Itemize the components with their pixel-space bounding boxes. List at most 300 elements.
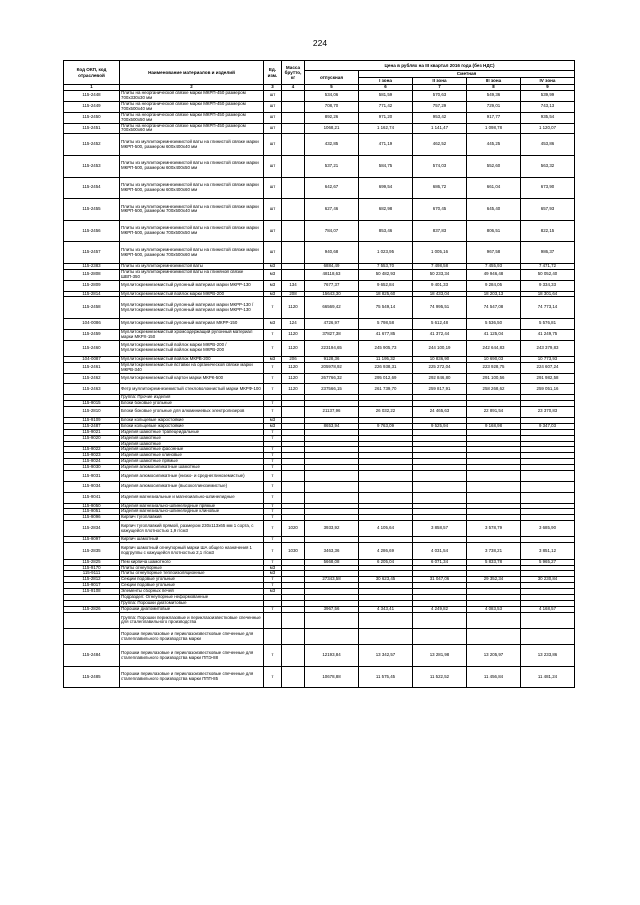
row-zone3-price: 29 352,34 [467,577,521,583]
row-code: 115-9023 [64,453,120,459]
row-zone2-price: 953,42 [413,112,467,123]
row-unit: шт [264,155,282,177]
row-unit: т [264,559,282,565]
row-zone2-price [413,612,467,628]
row-zone2-price: 50 233,34 [413,269,467,280]
table-row [64,242,575,264]
row-release-price: 3463,36 [305,543,359,559]
price-table [63,60,575,688]
row-zone1-price: 971,20 [359,112,413,123]
row-name: Плиты огнеупорные [120,565,264,571]
row-code: 115-2451 [64,123,120,134]
header-price-title: Цена в рублях на III квартал 2016 года (без НДС) [305,61,575,71]
row-code: 115-9170 [64,565,120,571]
table-body [64,91,575,688]
row-code: 115-2814 [64,291,120,297]
row-release-price: 5668,08 [305,559,359,565]
table-row [64,155,575,177]
row-code: 115-2462 [64,373,120,384]
row-zone4-price: 3 685,90 [521,521,575,537]
table-row [64,543,575,559]
row-zone3-price: 3 738,21 [467,543,521,559]
row-mass: 1120 [282,362,305,373]
row-zone4-price [521,612,575,628]
row-zone3-price: 3 578,79 [467,521,521,537]
row-mass [282,101,305,112]
row-code: 115-2810 [64,407,120,418]
row-mass: 1120 [282,329,305,340]
row-zone3-price: 242 644,83 [467,340,521,356]
row-zone2-price [413,629,467,645]
row-name: Плиты из муллитокремнеземистой ваты [120,263,264,269]
row-zone4-price: 10 773,93 [521,356,575,362]
row-release-price: 940,68 [305,242,359,264]
row-zone3-price: 291 100,56 [467,373,521,384]
row-zone2-price: 462,52 [413,134,467,156]
row-code: 115-2808 [64,269,120,280]
row-zone3-price: 74 547,08 [467,297,521,319]
row-release-price: 3933,92 [305,521,359,537]
row-zone2-price: 686,72 [413,177,467,199]
row-unit: шт [264,177,282,199]
row-code: 115-2459 [64,329,120,340]
row-zone4-price: 743,13 [521,101,575,112]
row-release-price: 37827,38 [305,329,359,340]
row-name: Изделия алюмосиликатные шамотные [120,465,264,471]
row-code: 115-9022 [64,447,120,453]
row-code: 104-0086 [64,319,120,330]
row-mass [282,91,305,102]
row-release-price: 48118,63 [305,269,359,280]
row-name: Плиты на неорганической связке марки МКРП-450 размером 700х500х60 мм [120,123,264,134]
row-zone3-price: 549,36 [467,91,521,102]
row-zone3-price: 806,51 [467,220,521,242]
row-zone2-price: 574,03 [413,155,467,177]
row-zone1-price: 6 205,04 [359,559,413,565]
row-zone4-price: 291 982,58 [521,373,575,384]
row-name: Плиты на неорганической связке марки МКРП-450 размером 700х500х50 мм [120,112,264,123]
row-zone3-price: 967,58 [467,242,521,264]
row-name: Блоки кольцевые жаростойкие [120,417,264,423]
row-release-price [305,492,359,503]
row-zone2-price: 5 612,48 [413,319,467,330]
row-zone1-price: 226 938,31 [359,362,413,373]
row-name: Муллитокремнеземистый рулонный материал марки МКРР-130 [120,280,264,291]
row-zone1-price: 5 798,58 [359,319,413,330]
row-zone3-price: 49 946,48 [467,269,521,280]
table-header [64,61,575,91]
row-name: Плиты из муллитокремнеземистой ваты на глинистой связке марки МКРП-500, размером 600х400х60 мм [120,177,264,199]
col-number: 4 [282,85,305,91]
row-zone1-price: 50 482,93 [359,269,413,280]
row-mass: 134 [282,280,305,291]
row-zone1-price: 295 012,69 [359,373,413,384]
row-zone2-price: 3 858,57 [413,521,467,537]
header-zone3: III зона [467,78,521,85]
row-zone4-price: 539,99 [521,91,575,102]
row-zone4-price [521,492,575,503]
row-unit: м3 [264,269,282,280]
row-unit: т [264,362,282,373]
row-unit: т [264,503,282,509]
row-unit: т [264,459,282,465]
row-zone1-price: 7 553,70 [359,263,413,269]
table-row [64,629,575,645]
row-name: Группа: Порошки диатомитовые [120,601,264,607]
row-mass [282,629,305,645]
row-code: 115-2461 [64,362,120,373]
row-release-price: 237566,15 [305,384,359,395]
row-name: Группа: Прочие изделия [120,395,264,401]
table-row [64,329,575,340]
col-number: 6 [359,85,413,91]
row-zone3-price: 41 125,04 [467,329,521,340]
row-zone3-price [467,629,521,645]
table-row [64,220,575,242]
row-zone3-price: 552,60 [467,155,521,177]
row-name: Изделия шамотные [120,441,264,447]
row-zone2-price: 11 522,52 [413,666,467,688]
row-unit: т [264,373,282,384]
row-mass [282,645,305,667]
row-zone3-price: 445,25 [467,134,521,156]
row-code: 115-2825 [64,559,120,565]
row-zone1-price: 11 195,32 [359,356,413,362]
row-mass [282,269,305,280]
row-zone1-price: 4 286,69 [359,543,413,559]
row-zone1-price: 771,42 [359,101,413,112]
row-zone4-price: 1 120,07 [521,123,575,134]
row-zone1-price: 18 825,60 [359,291,413,297]
row-mass [282,155,305,177]
row-zone1-price: 9 763,09 [359,423,413,429]
row-name: Муллитокремнеземистый хромсодержащий рулонный материал марки МКРХ-150 [120,329,264,340]
row-release-price: 223194,65 [305,340,359,356]
row-name: Порошки периклазовые и периклазоизвестковые спеченные для сталеплавильного производства марки [120,629,264,645]
row-release-price: 6884,49 [305,263,359,269]
row-zone3-price: 258 268,62 [467,384,521,395]
header-zone4: IV зона [521,78,575,85]
row-unit: т [264,407,282,418]
row-zone4-price: 453,86 [521,134,575,156]
row-zone4-price [521,471,575,482]
row-unit: т [264,515,282,521]
row-zone4-price: 259 051,16 [521,384,575,395]
row-zone4-price: 7 471,72 [521,263,575,269]
row-code: 115-2449 [64,101,120,112]
header-name: Наименование материалов и изделий [120,61,264,85]
row-name: Изделия магнезиальные и магнезиально-шпинелидные [120,492,264,503]
row-zone2-price: 74 995,51 [413,297,467,319]
row-mass [282,666,305,688]
row-code: 115-9024 [64,459,120,465]
row-zone1-price: 245 905,73 [359,340,413,356]
row-zone4-price: 9 347,03 [521,423,575,429]
row-unit: шт [264,112,282,123]
row-zone4-price: 30 230,84 [521,577,575,583]
row-unit: т [264,384,282,395]
row-name: Плиты огнеупорные теплоизоляционные [120,571,264,577]
row-zone2-price: 6 071,34 [413,559,467,565]
row-unit: т [264,481,282,492]
row-release-price: 784,07 [305,220,359,242]
table-row [64,481,575,492]
table-row [64,101,575,112]
row-release-price: 9128,36 [305,356,359,362]
row-zone3-price: 223 928,75 [467,362,521,373]
table-row [64,297,575,319]
row-unit: м3 [264,263,282,269]
row-unit: т [264,401,282,407]
row-name: Изделия шамотные трапецеидальные [120,429,264,435]
row-release-price: 3967,56 [305,606,359,612]
row-release-price [305,612,359,628]
row-unit: т [264,509,282,515]
row-zone1-price: 13 342,57 [359,645,413,667]
row-zone2-price: 4 249,82 [413,606,467,612]
row-release-price: 708,70 [305,101,359,112]
row-unit: т [264,447,282,453]
row-mass: 208 [282,291,305,297]
row-zone4-price: 243 379,83 [521,340,575,356]
row-code: 115-2835 [64,543,120,559]
row-unit: шт [264,242,282,264]
row-name: Кирпич шамотный огнеупорный марки ША общего назначения 1 подгруппы с кажущейся плотностью 2,1 г/см3 [120,543,264,559]
table-row [64,612,575,628]
row-name: Муллитокремнеземистый рулонный материал МКРР-150 [120,319,264,330]
row-zone1-price: 853,46 [359,220,413,242]
row-zone3-price: 5 833,78 [467,559,521,565]
row-unit: т [264,666,282,688]
table-row [64,666,575,688]
row-release-price: 10678,88 [305,666,359,688]
header-code: Код ОКП, код отраслевой [64,61,120,85]
table-row [64,123,575,134]
row-zone1-price: 41 677,85 [359,329,413,340]
table-row [64,319,575,330]
row-release-price: 7677,37 [305,280,359,291]
row-unit: т [264,329,282,340]
row-release-price [305,481,359,492]
row-unit: шт [264,134,282,156]
row-code: 115-2453 [64,155,120,177]
row-zone1-price [359,471,413,482]
row-code: 115-2485 [64,666,120,688]
row-unit: м3 [264,280,282,291]
row-code: 115-9034 [64,481,120,492]
row-mass [282,177,305,199]
row-mass [282,242,305,264]
row-zone3-price: 1 098,78 [467,123,521,134]
row-code: 115-2452 [64,134,120,156]
row-mass: 1020 [282,521,305,537]
row-zone2-price: 244 100,19 [413,340,467,356]
row-release-price: 8653,94 [305,423,359,429]
row-name: Подраздел: Огнеупорные неформованные [120,595,264,601]
row-name: Изделия алюмосиликатные (низко- и среднеглиноземистые) [120,471,264,482]
header-estimate: Сметная [359,71,575,78]
row-code: 115-9108 [64,589,120,595]
row-unit [264,612,282,628]
row-zone2-price: 31 047,06 [413,577,467,583]
row-name: Порошки периклазовые и периклазоизвестковые спеченные для сталеплавильного производства марки ППЭ-88 [120,645,264,667]
row-zone3-price: 9 284,05 [467,280,521,291]
row-zone1-price: 4 343,41 [359,606,413,612]
row-name: Изделия шамотные клиновые [120,453,264,459]
row-zone4-price [521,629,575,645]
row-zone3-price: 645,40 [467,199,521,221]
table-row [64,492,575,503]
row-zone1-price [359,612,413,628]
row-unit: т [264,435,282,441]
row-zone3-price: 10 690,03 [467,356,521,362]
row-unit: шт [264,91,282,102]
row-code: 104-0087 [64,356,120,362]
row-zone2-price: 13 281,98 [413,645,467,667]
row-mass [282,612,305,628]
table-row [64,645,575,667]
row-unit: шт [264,123,282,134]
row-code [64,612,120,628]
row-unit: м3 [264,565,282,571]
row-release-price: 21137,96 [305,407,359,418]
row-zone4-price: 13 233,86 [521,645,575,667]
row-mass: 1120 [282,373,305,384]
row-zone4-price: 657,93 [521,199,575,221]
table-row [64,407,575,418]
row-code: 115-2383 [64,263,120,269]
row-zone1-price: 581,59 [359,91,413,102]
table-row [64,384,575,395]
row-code: 115-9020 [64,435,120,441]
table-row [64,340,575,356]
col-number: 9 [521,85,575,91]
row-zone2-price: 7 498,58 [413,263,467,269]
row-zone1-price: 1 023,95 [359,242,413,264]
row-release-price [305,471,359,482]
row-name: Блоки боковые угольные [120,401,264,407]
row-code: 115-2809 [64,280,120,291]
row-zone2-price: 1 141,47 [413,123,467,134]
row-unit: шт [264,101,282,112]
table-row [64,471,575,482]
row-zone3-price: 7 455,93 [467,263,521,269]
row-mass: 206 [282,356,305,362]
row-code: 115-9111 [64,571,120,577]
row-code: 115-2484 [64,645,120,667]
row-mass [282,220,305,242]
row-name: Блоки боковые угольные для алюминиевых электролизеров [120,407,264,418]
row-zone1-price: 682,98 [359,199,413,221]
row-zone2-price: 757,29 [413,101,467,112]
row-unit: м3 [264,417,282,423]
row-zone1-price: 4 105,64 [359,521,413,537]
row-name: Плиты из муллитокремнеземистой ваты на глинистой связке марки МКРП-500, размером 700х500х40 мм [120,199,264,221]
row-name: Кирпич тугоплавкий прямой, размером 230х113х65 мм 1 сорта, с кажущейся плотностью 1,9 г/см3 [120,521,264,537]
row-code: 115-2450 [64,112,120,123]
row-zone3-price: 661,04 [467,177,521,199]
row-unit: шт [264,220,282,242]
row-zone3-price [467,492,521,503]
row-code: 115-9015 [64,401,120,407]
row-code: 115-9109 [64,417,120,423]
row-name: Плиты из муллитокремнеземистой ваты на глинистой связке марки МКРП-500, размером 600х400х50 мм [120,155,264,177]
row-code: 115-9097 [64,537,120,543]
row-release-price: 27343,58 [305,577,359,583]
row-mass [282,123,305,134]
row-release-price: 66569,42 [305,297,359,319]
row-release-price: 12193,84 [305,645,359,667]
row-zone2-price: 292 846,80 [413,373,467,384]
row-zone2-price [413,481,467,492]
row-code: 115-2458 [64,297,120,319]
row-zone2-price: 9 401,33 [413,280,467,291]
row-name: Фетр муллитокремнеземистый стекловолокнистый марки МКРФ-100 [120,384,264,395]
table-row [64,112,575,123]
row-code: 115-2826 [64,606,120,612]
table-row [64,177,575,199]
row-unit: м3 [264,356,282,362]
row-zone3-price: 11 456,84 [467,666,521,688]
row-unit: т [264,543,282,559]
row-name: Элементы сборных печей [120,589,264,595]
table-row [64,269,575,280]
row-zone4-price: 18 301,64 [521,291,575,297]
row-mass: 1030 [282,543,305,559]
row-code: 115-9017 [64,583,120,589]
row-zone4-price: 224 607,24 [521,362,575,373]
row-zone2-price: 837,83 [413,220,467,242]
row-release-price: 892,26 [305,112,359,123]
row-zone4-price: 11 481,24 [521,666,575,688]
row-zone3-price: 917,77 [467,112,521,123]
row-mass [282,134,305,156]
table-row [64,91,575,102]
page-number: 224 [312,38,328,48]
row-code: 115-2463 [64,384,120,395]
row-release-price: 642,67 [305,177,359,199]
row-name: Секции подовые угольные [120,583,264,589]
row-name: Муллитокремнеземистый картон марки МКРК-500 [120,373,264,384]
row-zone4-price: 41 249,75 [521,329,575,340]
row-zone1-price: 26 032,22 [359,407,413,418]
row-zone1-price: 11 575,45 [359,666,413,688]
row-code: 115-9031 [64,471,120,482]
row-code: 115-2455 [64,199,120,221]
row-name: Муллитокремнеземистый войлок марки МКРВ-200 [120,291,264,297]
row-name: Муллитокремнеземистый рулонный материал марки МКРР-130 / Муллитокремнеземистый рулонный материал марки МКРР-130 [120,297,264,319]
col-number: 5 [305,85,359,91]
row-name: Муллитокремнеземистый войлок марки МКРВ-200 / Муллитокремнеземистый войлок марки МКРВ-200 [120,340,264,356]
row-zone2-price [413,471,467,482]
row-zone1-price: 1 162,74 [359,123,413,134]
row-zone4-price: 5 576,81 [521,319,575,330]
row-zone2-price: 225 272,04 [413,362,467,373]
row-unit: т [264,537,282,543]
row-zone4-price: 986,37 [521,242,575,264]
row-unit: т [264,340,282,356]
row-name: Изделия магнезиально-шпинелидные клиновые [120,509,264,515]
row-name: Секции подовые угольные [120,577,264,583]
row-code: 115-2812 [64,577,120,583]
row-zone1-price [359,481,413,492]
col-number: 7 [413,85,467,91]
table-row [64,521,575,537]
row-unit: м3 [264,589,282,595]
row-zone4-price: 3 851,12 [521,543,575,559]
row-zone3-price [467,471,521,482]
row-unit: т [264,492,282,503]
